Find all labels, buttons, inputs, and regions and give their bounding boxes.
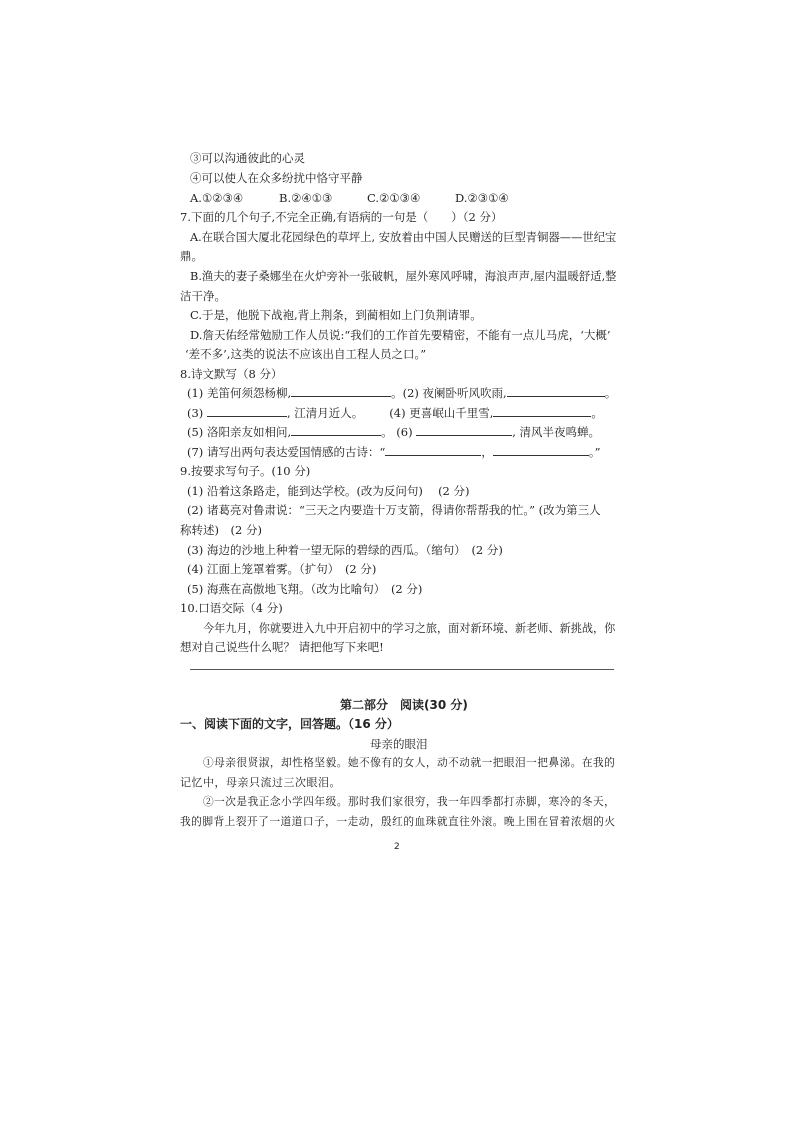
answer-blank[interactable]: [291, 424, 381, 436]
article-paragraph-2-cont: 我的脚背上裂开了一道道口子，一走动，殷红的血珠就直往外滚。晚上围在冒着浓烟的火: [180, 815, 616, 828]
q9-sub-5: (5) 海燕在高傲地飞翔。（改为比喻句） (2 分): [187, 582, 423, 596]
q6-choice-c: C.②①③④: [367, 191, 421, 205]
q8-item-5-text: (5) 洛阳亲友如相问,: [187, 425, 292, 439]
q7-option-c: C.于是，他脱下战袍,背上荆条，到蔺相如上门负荆请罪。: [190, 308, 482, 322]
article-paragraph-1: ①母亲很贤淑，却性格坚毅。她不像有的女人，动不动就一把眼泪一把鼻涕。在我的: [203, 756, 616, 769]
q7-option-b: B.渔夫的妻子桑娜坐在火炉旁补一张破帆，屋外寒风呼啸，海浪声声,屋内温暖舒适,整: [190, 269, 617, 283]
q8-item-7-sep: ，: [481, 445, 493, 459]
q7-option-d-cont: ‘差不多’,这类的说法不应该出自工程人员之口。”: [185, 347, 427, 361]
q9-sub-2: (2) 诸葛亮对鲁肃说：“三天之内要造十万支箭，得请你帮帮我的忙。” (改为第三人: [187, 503, 601, 517]
article-title: 母亲的眼泪: [370, 737, 428, 751]
q6-choice-d: D.②③①④: [455, 191, 509, 205]
q8-title: 8.诗文默写（8 分）: [180, 367, 283, 381]
q6-choice-b: B.②④①③: [279, 191, 333, 205]
q9-sub-1: (1) 沿着这条路走，能到达学校。(改为反问句) (2 分): [187, 484, 470, 498]
q8-row-2-end: 。: [591, 406, 603, 420]
q8-row-1-end: 。: [604, 386, 617, 400]
q6-option-3: ③可以沟通彼此的心灵: [190, 151, 305, 165]
q9-sub-4: (4) 江面上笼罩着雾。（扩句） (2 分): [187, 562, 377, 576]
q8-item-6-label: 。 (6): [381, 425, 413, 439]
answer-blank[interactable]: [493, 444, 589, 456]
q8-row-4: [187, 444, 600, 460]
q10-prompt: 今年九月，你就要进入九中开启初中的学习之旅，面对新环境、新老师、新挑战，你: [203, 621, 616, 635]
q10-prompt-cont: 想对自己说些什么呢？ 请把他写下来吧!: [180, 640, 384, 654]
part-2-heading: 第二部分 阅读(30 分): [340, 698, 468, 712]
q7-option-b-cont: 洁干净。: [180, 289, 226, 303]
q8-item-7-end: 。”: [588, 445, 601, 459]
q8-item-1-text: (1) 羌笛何须怨杨柳,: [187, 386, 292, 400]
answer-blank[interactable]: [385, 444, 481, 456]
q8-item-3-label: (3): [187, 406, 204, 420]
q9-sub-2-cont: 称转述) (2 分): [180, 523, 262, 537]
answer-blank[interactable]: [493, 405, 591, 417]
article-paragraph-2: ②一次是我正念小学四年级。那时我们家很穷，我一年四季都打赤脚，寒冷的冬天，: [203, 795, 616, 808]
answer-blank[interactable]: [416, 424, 512, 436]
q7-option-a-cont: 鼎。: [180, 249, 203, 263]
q10-title: 10.口语交际（4 分): [180, 601, 283, 615]
q6-option-4: ④可以使人在众多纷扰中恪守平静: [190, 171, 363, 185]
q8-row-3: [187, 424, 600, 440]
answer-blank[interactable]: [507, 385, 605, 397]
article-paragraph-1-cont: 记忆中，母亲只流过三次眼泪。: [180, 776, 341, 789]
section-1-heading: 一、阅读下面的文字，回答题。（16 分）: [180, 717, 399, 731]
q7-option-a: A.在联合国大厦北花园绿色的草坪上, 安放着由中国人民赠送的巨型青铜器——世纪宝: [190, 230, 617, 244]
page-number: 2: [394, 842, 400, 852]
q7-option-d: D.詹天佑经常勉励工作人员说:“我们的工作首先要精密，不能有一点儿马虎，‘大概’: [190, 328, 611, 342]
q8-item-4-text: (4) 更喜岷山千里雪,: [389, 406, 494, 420]
q8-item-7-text: (7) 请写出两句表达爱国情感的古诗：“: [187, 445, 386, 459]
q8-row-2: [187, 405, 603, 421]
q8-item-3-text: , 江清月近人。: [286, 406, 364, 420]
q8-row-1: [187, 385, 616, 401]
q9-sub-3: (3) 海边的沙地上种着一望无际的碧绿的西瓜。（缩句） (2 分): [187, 543, 503, 557]
answer-blank[interactable]: [291, 385, 391, 397]
q7-stem: 7.下面的几个句子,不完全正确,有语病的一句是（ ）（2 分）: [180, 210, 503, 224]
q6-choice-a: A.①②③④: [190, 191, 244, 205]
answer-blank[interactable]: [207, 405, 287, 417]
q8-item-2-text: 。(2) 夜阑卧听风吹雨,: [391, 386, 507, 400]
answer-line[interactable]: [190, 669, 614, 670]
q8-item-6-text: , 清风半夜鸣蝉。: [512, 425, 601, 439]
q9-title: 9.按要求写句子。(10 分): [180, 464, 311, 478]
